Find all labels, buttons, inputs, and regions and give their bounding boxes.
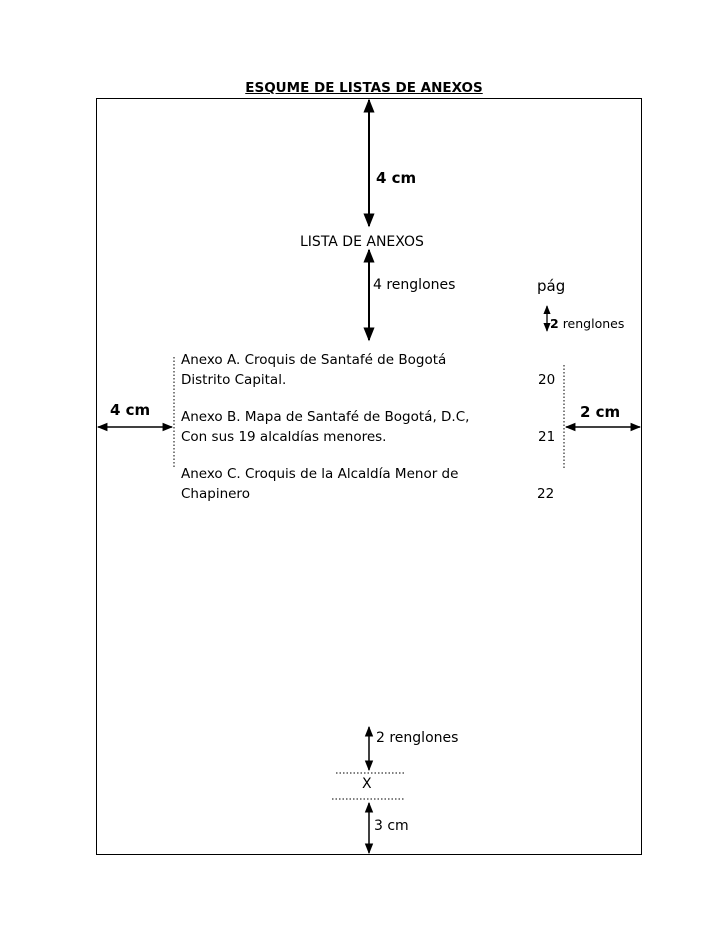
page-column-label: pág [537,277,566,295]
annex-a-line1: Anexo A. Croquis de Santafé de Bogotá [181,352,447,368]
page-gap-unit: renglones [562,316,625,331]
heading-gap-label: 4 renglones [373,277,456,293]
left-margin-label: 4 cm [110,401,151,419]
page-gap-number: 2 [550,316,559,331]
footer-gap-label: 2 renglones [376,730,459,746]
annex-b-line2: Con sus 19 alcaldías menores. [181,429,387,445]
annex-b-page: 21 [538,429,556,445]
list-heading: LISTA DE ANEXOS [300,234,424,250]
right-margin-label: 2 cm [580,403,621,421]
annex-b-line1: Anexo B. Mapa de Santafé de Bogotá, D.C, [181,409,470,425]
annex-c-line1: Anexo C. Croquis de la Alcaldía Menor de [181,466,459,482]
page-gap-label [550,316,624,331]
annex-c-page: 22 [537,486,555,502]
page-title: ESQUME DE LISTAS DE ANEXOS [245,80,483,96]
annex-a-line2: Distrito Capital. [181,372,287,388]
top-margin-label: 4 cm [376,169,417,187]
annex-c-line2: Chapinero [181,486,250,502]
bottom-margin-label: 3 cm [374,818,409,834]
annex-a-page: 20 [538,372,556,388]
page-number-mark: X [362,776,372,792]
